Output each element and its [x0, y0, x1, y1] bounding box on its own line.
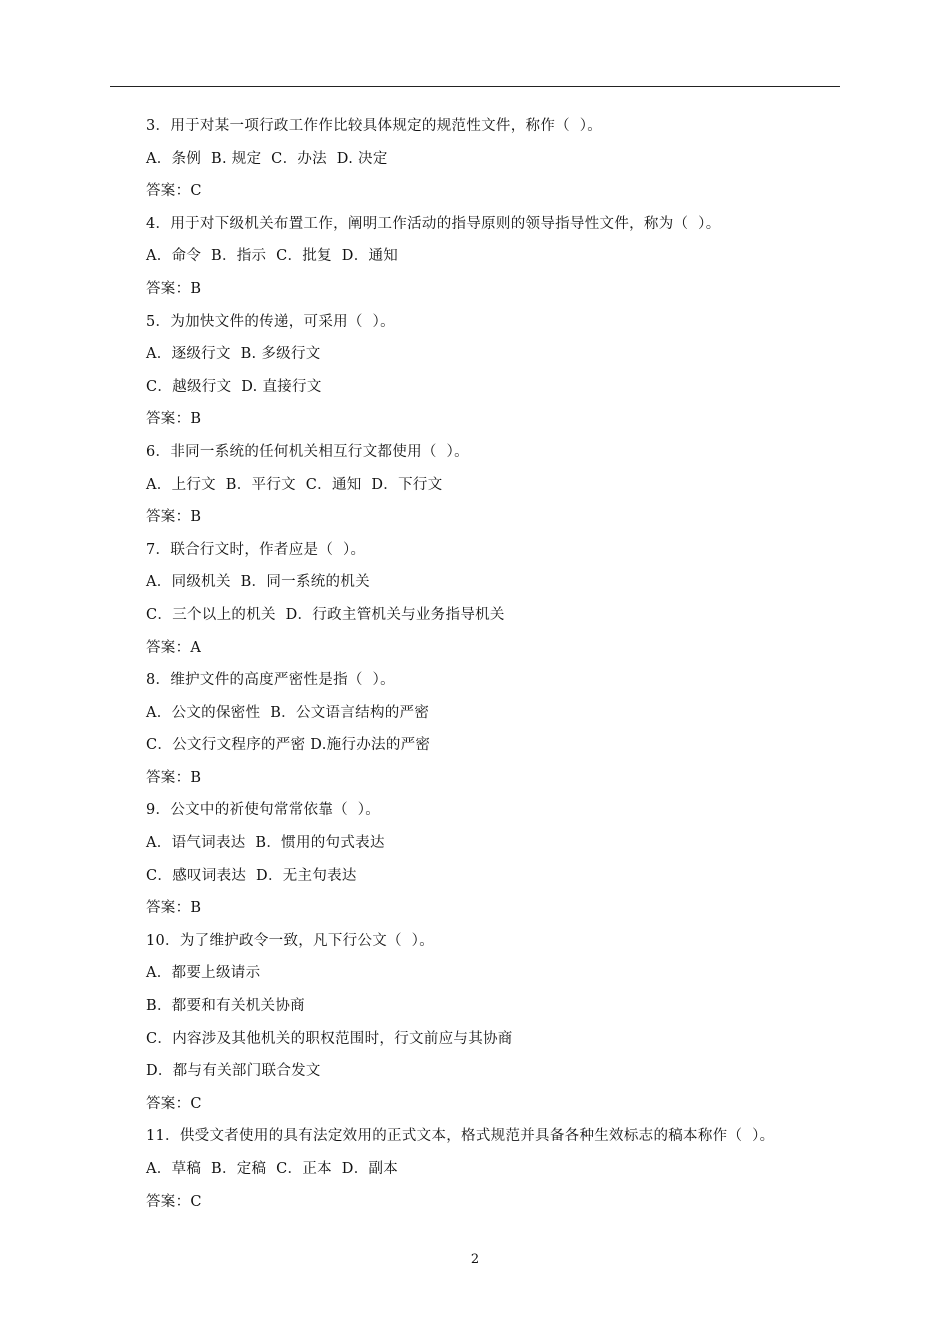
answer-line: 答案：B — [146, 509, 202, 526]
question-line: 6．非同一系统的任何机关相互行文都使用（ ）。 — [146, 443, 469, 460]
question-line: 7．联合行文时，作者应是（ ）。 — [146, 541, 366, 558]
options-line: A．上行文 B．平行文 C．通知 D．下行文 — [146, 476, 443, 493]
answer-line: 答案：B — [146, 900, 202, 917]
options-line: C．内容涉及其他机关的职权范围时，行文前应与其协商 — [146, 1030, 513, 1047]
options-line: A．语气词表达 B．惯用的句式表达 — [146, 835, 385, 852]
answer-line: 答案：C — [146, 1095, 202, 1112]
options-line: C．越级行文 D. 直接行文 — [146, 378, 322, 395]
question-line: 4．用于对下级机关布置工作，阐明工作活动的指导原则的领导指导性文件，称为（ ）。 — [146, 215, 721, 232]
answer-line: 答案：C — [146, 1193, 202, 1210]
options-line: D．都与有关部门联合发文 — [146, 1063, 321, 1080]
question-line: 9．公文中的祈使句常常依靠（ ）。 — [146, 802, 381, 819]
answer-line: 答案：B — [146, 411, 202, 428]
options-line: C．感叹词表达 D．无主句表达 — [146, 867, 357, 884]
question-line: 8．维护文件的高度严密性是指（ ）。 — [146, 672, 395, 689]
options-line: A．草稿 B．定稿 C．正本 D．副本 — [146, 1161, 399, 1177]
answer-line: 答案：B — [146, 769, 202, 786]
options-line: B．都要和有关机关协商 — [146, 998, 305, 1015]
question-line: 3．用于对某一项行政工作作比较具体规定的规范性文件，称作（ ）。 — [146, 118, 603, 134]
header-rule — [110, 86, 840, 87]
question-line: 11．供受文者使用的具有法定效用的正式文本，格式规范并具备各种生效标志的稿本称作（ ）。 — [146, 1128, 775, 1145]
page-number: 2 — [470, 1252, 480, 1267]
question-line: 10．为了维护政令一致，凡下行公文（ ）。 — [146, 932, 435, 949]
answer-line: 答案：A — [146, 639, 202, 656]
options-line: A．同级机关 B．同一系统的机关 — [146, 574, 370, 591]
options-line: C．三个以上的机关 D．行政主管机关与业务指导机关 — [146, 606, 505, 623]
options-line: A．命令 B．指示 C．批复 D．通知 — [146, 248, 399, 265]
options-line: A．公文的保密性 B．公文语言结构的严密 — [146, 704, 430, 721]
options-line: A．逐级行文 B. 多级行文 — [146, 346, 321, 363]
question-content — [146, 110, 846, 1218]
options-line: A．条例 B. 规定 C．办法 D. 决定 — [146, 150, 388, 167]
question-line: 5．为加快文件的传递，可采用（ ）。 — [146, 313, 395, 330]
answer-line: 答案：B — [146, 280, 202, 297]
options-line: A．都要上级请示 — [146, 965, 261, 982]
options-line: C．公文行文程序的严密 D.施行办法的严密 — [146, 737, 431, 754]
answer-line: 答案：C — [146, 183, 202, 200]
